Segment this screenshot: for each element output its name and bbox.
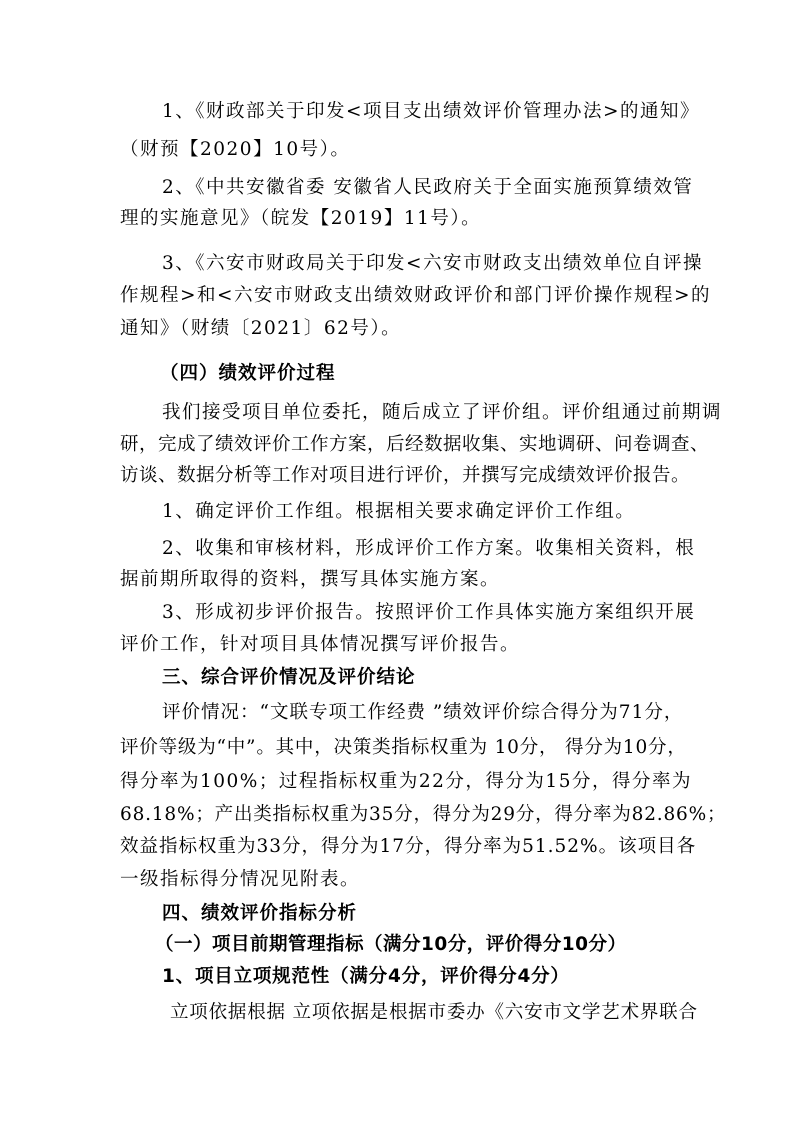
item-heading-project-approval: 1、项目立项规范性（满分4分，评价得分4分） <box>162 966 570 987</box>
section-heading-indicator-analysis: 四、绩效评价指标分析 <box>162 903 358 924</box>
conclusion-line-6: 一级指标得分情况见附表。 <box>120 869 361 890</box>
process-intro-line-2: 研，完成了绩效评价工作方案，后经数据收集、实地调研、问卷调查、 <box>120 434 710 455</box>
reference-1-line-1: 1、《财政部关于印发<项目支出绩效评价管理办法>的通知》 <box>162 101 701 122</box>
process-step-2-line-2: 据前期所取得的资料，撰写具体实施方案。 <box>120 569 501 590</box>
approval-body-line-1: 立项依据根据 立项依据是根据市委办《六安市文学艺术界联合 <box>170 1002 698 1023</box>
section-heading-evaluation-process: （四）绩效评价过程 <box>160 363 336 384</box>
process-step-3-line-1: 3、形成初步评价报告。按照评价工作具体实施方案组织开展 <box>162 602 696 623</box>
conclusion-line-2: 评价等级为“中”。其中，决策类指标权重为 10分， 得分为10分， <box>120 737 687 758</box>
reference-1-line-2: （财预【2020】10号）。 <box>120 139 351 160</box>
reference-2-line-1: 2、《中共安徽省委 安徽省人民政府关于全面实施预算绩效管 <box>162 177 694 198</box>
reference-3-line-2: 作规程>和<六安市财政支出绩效财政评价和部门评价操作规程>的 <box>120 285 712 306</box>
process-intro-line-1: 我们接受项目单位委托，随后成立了评价组。评价组通过前期调 <box>162 402 723 423</box>
section-heading-overall-conclusion: 三、综合评价情况及评价结论 <box>162 667 416 688</box>
subsection-heading-preliminary-management: （一）项目前期管理指标（满分10分，评价得分10分） <box>155 934 627 955</box>
reference-3-line-1: 3、《六安市财政局关于印发<六安市财政支出绩效单位自评操 <box>162 253 704 274</box>
reference-3-line-3: 通知》（财绩〔2021〕62号）。 <box>120 318 402 339</box>
process-step-3-line-2: 评价工作，针对项目具体情况撰写评价报告。 <box>120 634 521 655</box>
conclusion-line-1: 评价情况：“文联专项工作经费 ”绩效评价综合得分为71分， <box>162 702 684 723</box>
process-intro-line-3: 访谈、数据分析等工作对项目进行评价，并撰写完成绩效评价报告。 <box>120 465 691 486</box>
conclusion-line-3: 得分率为100%；过程指标权重为22分，得分为15分，得分率为 <box>120 771 692 792</box>
reference-2-line-2: 理的实施意见》（皖发【2019】11号）。 <box>120 208 482 229</box>
conclusion-line-5: 效益指标权重为33分，得分为17分，得分率为51.52%。该项目各 <box>120 836 697 857</box>
conclusion-line-4: 68.18%；产出类指标权重为35分，得分为29分，得分率为82.86%； <box>120 804 727 825</box>
process-step-1: 1、确定评价工作组。根据相关要求确定评价工作组。 <box>162 501 636 522</box>
process-step-2-line-1: 2、收集和审核材料，形成评价工作方案。收集相关资料，根 <box>162 538 696 559</box>
